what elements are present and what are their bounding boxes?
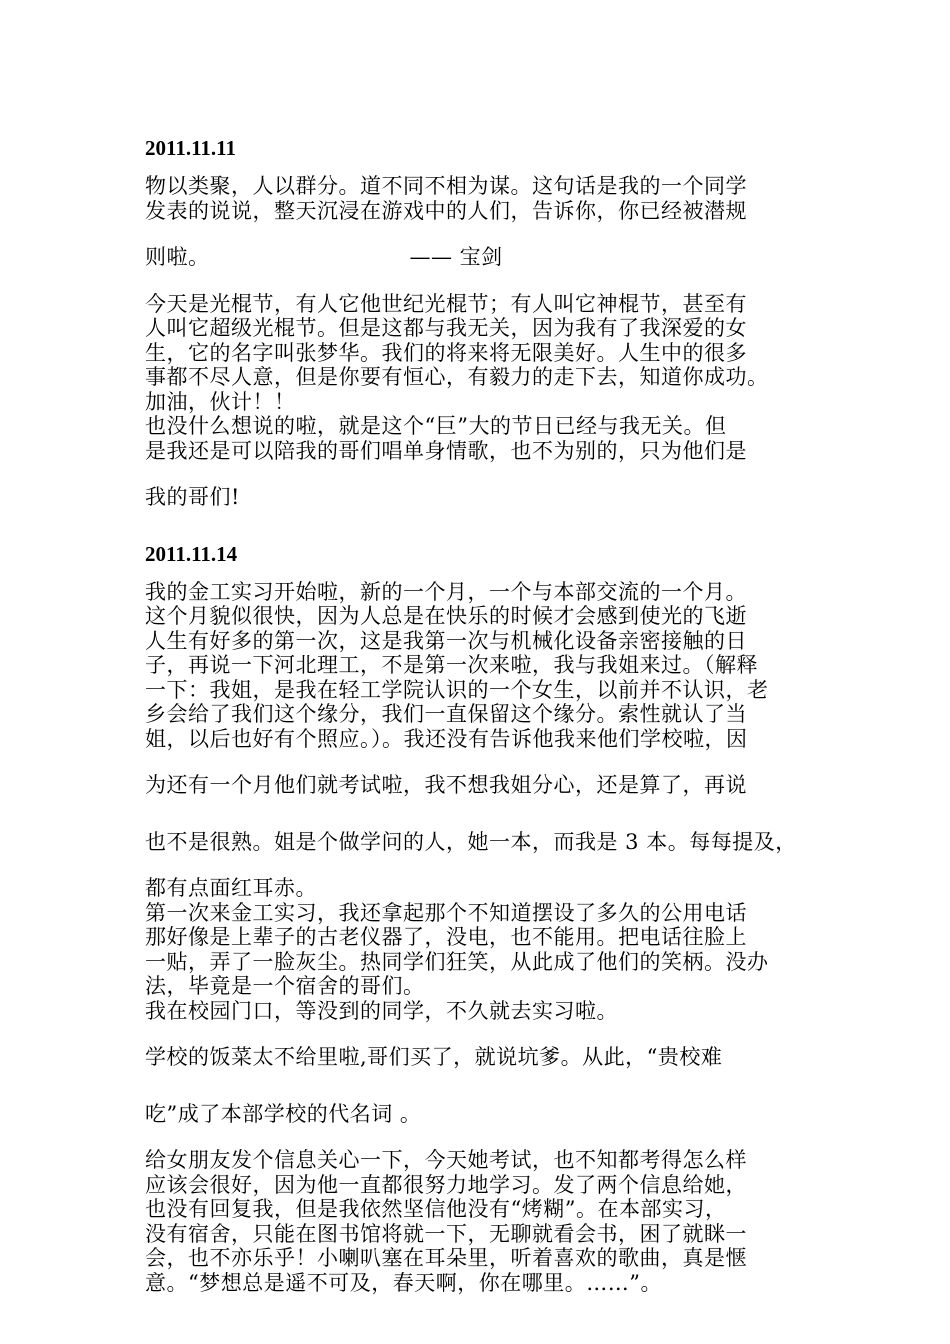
text-line: 给女朋友发个信息关心一下，今天她考试，也不知都考得怎么样 [145, 1148, 747, 1172]
text-line: 吃”成了本部学校的代名词 。 [145, 1101, 422, 1126]
text-line: 也没什么想说的啦，就是这个“巨”大的节日已经与我无关。但 [145, 414, 727, 438]
text-line: 也没有回复我，但是我依然坚信他没有“烤糊”。在本部实习， [145, 1197, 727, 1221]
text-line: 乡会给了我们这个缘分，我们一直保留这个缘分。索性就认了当 [145, 702, 747, 726]
text-line: 法，毕竟是一个宿舍的哥们。 [145, 974, 425, 998]
text-line: 也不是很熟。姐是个做学问的人，她一本，而我是 3 本。每每提及， [145, 829, 797, 854]
entry-date: 2011.11.14 [145, 541, 238, 566]
text-line: 人叫它超级光棍节。但是这都与我无关，因为我有了我深爱的女 [145, 316, 747, 340]
text-line: 人生有好多的第一次，这是我第一次与机械化设备亲密接触的日 [145, 628, 747, 653]
text-line: 我在校园门口，等没到的同学，不久就去实习啦。 [145, 998, 618, 1023]
text-line: 生，它的名字叫张梦华。我们的将来将无限美好。人生中的很多 [145, 340, 747, 365]
entry-paragraph [145, 174, 810, 223]
text-line: 为还有一个月他们就考试啦，我不想我姐分心，还是算了，再说 [145, 773, 747, 797]
text-line: 学校的饭菜太不给里啦,哥们买了，就说坑爹。从此，“贵校难 [145, 1045, 723, 1069]
text-line: 子，再说一下河北理工，不是第一次来啦，我与我姐来过。（解释 [145, 653, 758, 677]
text-line: 都有点面红耳赤。 [145, 876, 317, 900]
document-page [145, 136, 810, 1295]
entry-date: 2011.11.11 [145, 136, 237, 160]
text-line: 意。“梦想总是遥不可及，春天啊，你在哪里。……”。 [145, 1270, 662, 1295]
text-line: 物以类聚，人以群分。道不同不相为谋。这句话是我的一个同学 [145, 174, 747, 198]
text-line: 是我还是可以陪我的哥们唱单身情歌，也不为别的，只为他们是 [145, 438, 747, 463]
text-line: 第一次来金工实习，我还拿起那个不知道摆设了多久的公用电话 [145, 900, 747, 925]
entry-paragraph [145, 580, 810, 752]
text-line: 我的金工实习开始啦，新的一个月，一个与本部交流的一个月。 [145, 579, 747, 604]
text-line: 这个月貌似很快，因为人总是在快乐的时候才会感到使光的飞逝 [145, 604, 747, 628]
entry-paragraph [145, 292, 810, 464]
text-line: 事都不尽人意，但是你要有恒心，有毅力的走下去，知道你成功。 [145, 365, 769, 389]
text-line: 一贴，弄了一脸灰尘。热同学们狂笑，从此成了他们的笑柄。没办 [145, 949, 769, 974]
text-line: 一下：我姐，是我在轻工学院认识的一个女生，以前并不认识，老 [145, 677, 769, 702]
text-line [145, 245, 810, 270]
text-fragment: 则啦。 [145, 245, 210, 269]
text-line: 发表的说说，整天沉浸在游戏中的人们，告诉你，你已经被潜规 [145, 198, 747, 223]
signature: —— 宝剑 [409, 245, 503, 269]
entry-paragraph [145, 901, 810, 1024]
text-line: 那好像是上辈子的古老仪器了，没电，也不能用。把电话往脸上 [145, 925, 747, 949]
text-line: 我的哥们! [145, 485, 240, 509]
text-line: 今天是光棍节，有人它他世纪光棍节；有人叫它神棍节，甚至有 [145, 291, 747, 316]
text-line: 姐，以后也好有个照应。）。我还没有告诉他我来他们学校啦，因 [145, 726, 748, 751]
text-line: 没有宿舍，只能在图书馆将就一下，无聊就看会书，困了就眯一 [145, 1221, 747, 1246]
entry-paragraph [145, 1148, 810, 1295]
text-line: 会，也不亦乐乎！小喇叭塞在耳朵里，听着喜欢的歌曲，真是惬 [145, 1246, 747, 1270]
text-line: 应该会很好，因为他一直都很努力地学习。发了两个信息给她， [145, 1172, 747, 1197]
text-line: 加油，伙计！！ [145, 389, 296, 414]
